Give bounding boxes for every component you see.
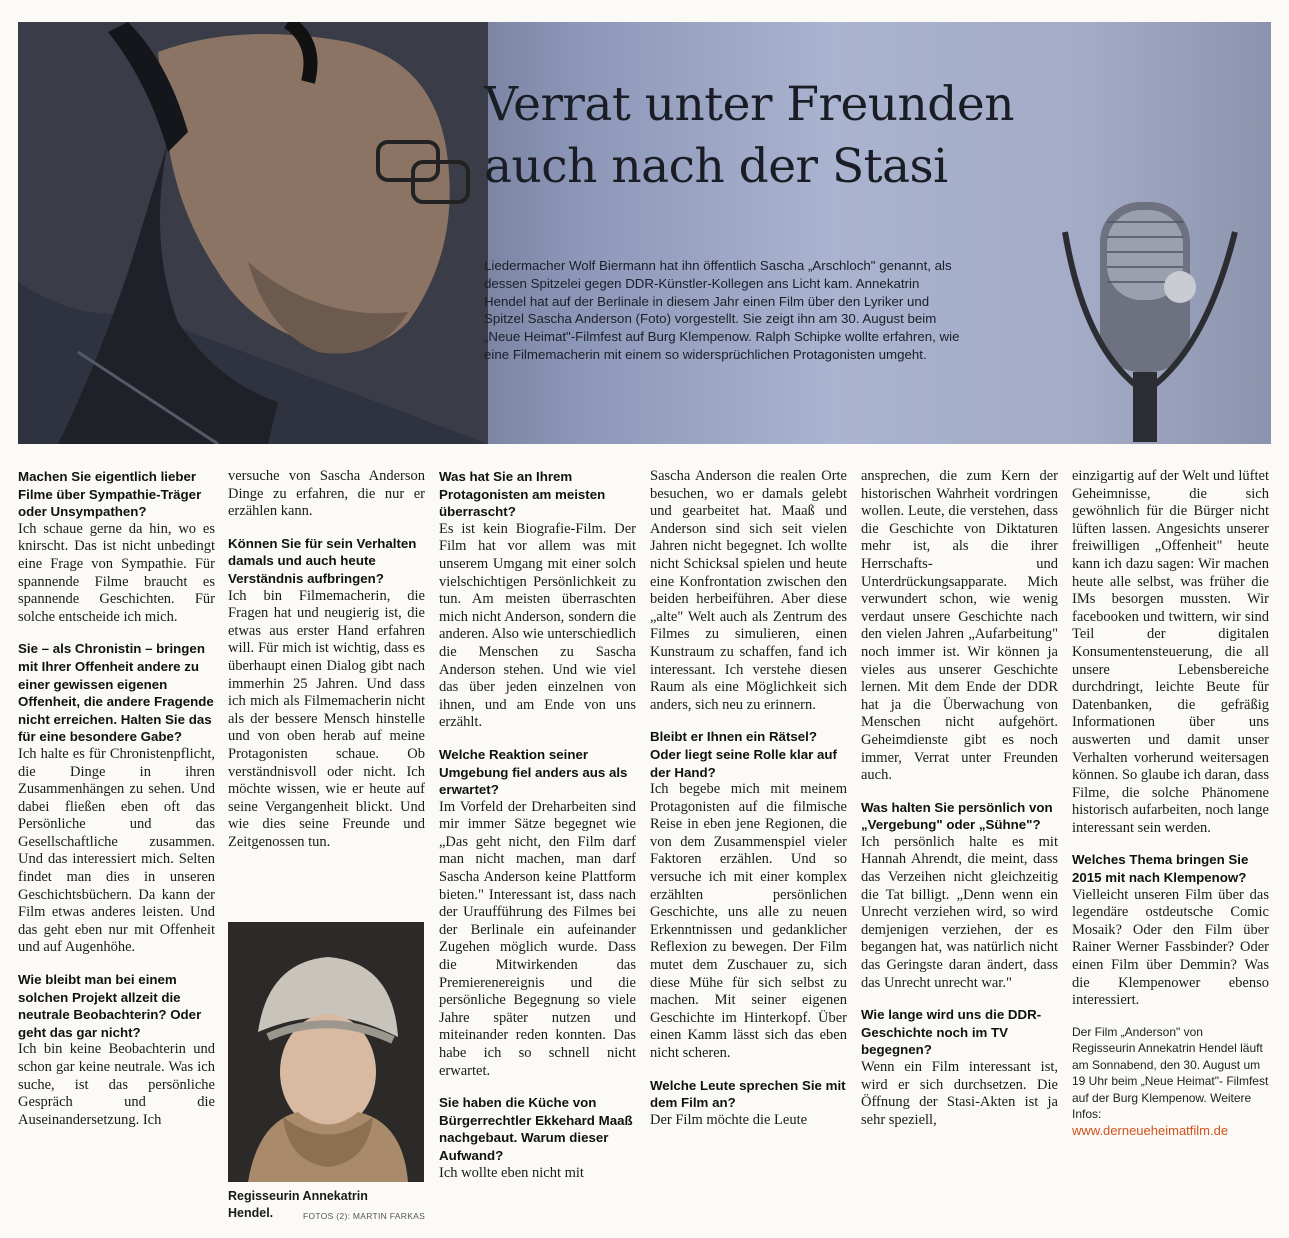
answer: Der Film möchte die Leute bbox=[650, 1111, 808, 1128]
answer: Ich schaue gerne da hin, wo es knirscht. Das ist nicht unbedingt eine Frage von Sympathie. Für spannende Filme braucht es spannende Geschichten. Für solche entscheide ich mich. bbox=[18, 520, 215, 625]
headline bbox=[484, 74, 1014, 198]
question: Was halten Sie persönlich von „Vergebung" oder „Sühne"? bbox=[861, 799, 1053, 833]
answer: Ich bin Filmemacherin, die Fragen hat und neugierig ist, die etwas aus erster Hand erfahren will. Für mich ist wichtig, dass es überhaupt einen Dialog gibt nach immerhin 25 Jahren. Und dass ich mich als Filmemacherin nicht als der bessere Mensch hinstelle und von oben herab auf meine Protagonisten schaue. Ob verständnisvoll oder nicht. Ich möchte wissen, wie er heute auf seine Vergangenheit blickt. Und wie dies seine Freunde und Zeitgenossen tun. bbox=[228, 587, 425, 850]
question: Sie haben die Küche von Bürgerrechtler Ekkehard Maaß nachgebaut. Warum dieser Aufwand? bbox=[439, 1095, 633, 1163]
question: Welche Reaktion seiner Umgebung fiel anders aus als erwartet? bbox=[439, 746, 628, 798]
answer: Ich begebe mich mit meinem Protagonisten auf die filmische Reise in eben jene Regionen, die von dem Zusammenspiel vieler Faktoren erzählen. Und so versuche ich mit einer komplex erzählten persönlichen Geschichte, uns alle zu neuen Erkenntnissen und gedanklicher Reflexion zu bewegen. Der Film mutet dem Zuschauer zu, sich diese Mühe für sich selbst zu machen. Mit seiner eigenen Geschichte im Hinterkopf. Über einen Kamm lässt sich das eben nicht scheren. bbox=[650, 781, 847, 1061]
column-4 bbox=[650, 468, 847, 1129]
question: Bleibt er Ihnen ein Rätsel? Oder liegt seine Rolle klar auf der Hand? bbox=[650, 729, 837, 780]
question: Welches Thema bringen Sie 2015 mit nach Klempenow? bbox=[1072, 852, 1249, 886]
answer: versuche von Sascha Anderson Dinge zu erfahren, die nur er erzählen kann. bbox=[228, 468, 425, 520]
column-6 bbox=[1072, 468, 1269, 1139]
answer: Ich persönlich halte es mit Hannah Ahrendt, die meint, dass das Verzeihen nicht gleichzeitig die Tat billigt. „Denn wenn ein Unrecht verziehen wird, so wird demjenigen verziehen, der es begangen hat, was natürlich nicht das Geringste daran ändert, dass das Unrecht unrecht war." bbox=[861, 833, 1058, 991]
answer: Wenn ein Film interessant ist, wird er sich durchsetzen. Die Öffnung der Stasi-Akten ist ja sehr speziell, bbox=[861, 1059, 1058, 1128]
website-link[interactable]: www.derneueheimatfilm.de bbox=[1072, 1122, 1229, 1138]
photo-caption bbox=[228, 1188, 428, 1222]
director-photo bbox=[228, 922, 424, 1182]
headline-line-1: Verrat unter Freunden bbox=[484, 77, 1014, 132]
answer: Ich halte es für Chronistenpflicht, die Dinge in ihren Zusammenhängen zu sehen. Und dabei fließen eben oft das Persönliche und das Gesellschaftliche zusammen. Und das interessiert mich. Selten findet man dies in unseren Geschichtsbüchern. Da kann der Film etwas anderes leisten. Und das geht eben nur mit Offenheit und auf Augenhöhe. bbox=[18, 745, 215, 956]
headline-line-2: auch nach der Stasi bbox=[484, 139, 948, 194]
woman-portrait-icon bbox=[228, 922, 424, 1182]
question: Sie – als Chronistin – bringen mit Ihrer Offenheit andere zu einer gewissen eigenen Offenheit, die andere Fragende nicht erreichen. Halten Sie das für eine besondere Gabe? bbox=[18, 641, 214, 745]
answer: Vielleicht unseren Film über das legendäre ostdeutsche Comic Mosaik? Oder den Film über Rainer Werner Fassbinder? Oder einen Film über Demmin? Was die Klempenower ebenso interessiert. bbox=[1072, 886, 1269, 1009]
photo-credit: FOTOS (2): MARTIN FARKAS bbox=[303, 1211, 426, 1221]
answer: Es ist kein Biografie-Film. Der Film hat vor allem was mit unserem Umgang mit einer solch vielschichtigen Persönlichkeit zu tun. Am meisten überraschten mich nicht Anderson, sondern die anderen. Also wie unterschiedlich die Menschen zu Sascha Anderson stehen. Und wie viel das über jeden einzelnen von ihnen, und am Ende von uns erzählt. bbox=[439, 520, 636, 731]
column-1 bbox=[18, 468, 215, 1129]
answer: Im Vorfeld der Dreharbeiten sind mir immer Sätze begegnet wie „Das geht nicht, den Film darf man nicht machen, man darf Sascha Anderson keine Plattform bieten." Interessant ist, dass nach der Uraufführung des Filmes bei der Berlinale ein aufeinander Zugehen möglich wurde. Dass die Mitwirkenden das Premierenereignis und die persönliche Begegnung so viele Jahre später nutzen und miteinander reden konnten. Das habe ich so schnell nicht erwartet. bbox=[439, 798, 636, 1079]
column-5 bbox=[861, 468, 1058, 1129]
studio-microphone-icon bbox=[1045, 192, 1255, 442]
question: Welche Leute sprechen Sie mit dem Film an? bbox=[650, 1077, 846, 1111]
answer: Ich bin keine Beobachterin und schon gar keine neutrale. Was ich suche, ist das persönliche Gespräch und die Auseinandersetzung. Ich bbox=[18, 1041, 215, 1128]
answer: Sascha Anderson die realen Orte besuchen, wo er damals gelebt und gearbeitet hat. Maaß und Anderson sind sich seit vielen Jahren nicht begegnet. Ich wollte nicht Schicksal spielen und heute eine Konfrontation zwischen den beiden herbeiführen. Aber diese „alte" Welt auch als Zentrum des Filmes zu simulieren, einen Kunstraum zu schaffen, fand ich interessant. Ich verstehe diesen Raum als eine Möglichkeit sich anders, sich neu zu erinnern. bbox=[650, 468, 847, 713]
caption-text: Regisseurin Annekatrin Hendel. bbox=[228, 1189, 368, 1220]
film-info bbox=[1072, 1024, 1269, 1140]
header-photo bbox=[18, 22, 1271, 444]
column-3 bbox=[439, 468, 636, 1182]
man-with-headphones-icon bbox=[18, 22, 488, 444]
answer: ansprechen, die zum Kern der historischen Wahrheit vordringen wollen. Leute, die verstehen, dass die Geschichte von Diktaturen mehr ist, als die ihrer Herrschafts- und Unterdrückungsapparate. Mich verwundert schon, wie wenig verdaut unsere Geschichte nach den vielen Jahren „Aufarbeitung" noch immer ist. Wir können ja vieles aus unserer Geschichte lernen. Mit dem Ende der DDR hat ja die Überwachung von Menschen nicht aufgehört. Geheimdienste gibt es noch immer, Verrat unter Freunden auch. bbox=[861, 468, 1058, 784]
question: Machen Sie eigentlich lieber Filme über Sympathie-Träger oder Unsympathen? bbox=[18, 469, 202, 520]
column-2 bbox=[228, 468, 425, 851]
lede-text: Liedermacher Wolf Biermann hat ihn öffentlich Sascha „Arschloch" genannt, als dessen Spitzelei gegen DDR-Künstler-Kollegen ans Licht kam. Annekatrin Hendel hat auf der Berlinale in diesem Jahr einen Film über den Lyriker und Spitzel Sascha Anderson (Foto) vorgestellt. Sie zeigt ihn am 30. August beim „Neue Heimat"-Filmfest auf Burg Klempenow. Ralph Schipke wollte erfahren, wie eine Filmemacherin mit einem so widersprüchlichen Protagonisten umgeht. bbox=[484, 258, 960, 362]
question: Wie bleibt man bei einem solchen Projekt allzeit die neutrale Beobachterin? Oder geht das gar nicht? bbox=[18, 972, 202, 1040]
question: Können Sie für sein Verhalten damals und auch heute Verständnis aufbringen? bbox=[228, 535, 417, 586]
question: Was hat Sie an Ihrem Protagonisten am meisten überrascht? bbox=[439, 469, 606, 520]
answer: einzigartig auf der Welt und lüftet Geheimnisse, die sich gewöhnlich für die Bürger nicht lüften lassen. Angesichts unserer freiwilligen „Offenheit" heute kann ich dazu sagen: Wir machen heute alle selbst, was früher die IMs besorgen mussten. Wir facebooken und twittern, wir sind Teil der digitalen Konsumentensteuerung, die all unsere Lebensbereiche durchdringt, leichte Beute für Datenbanken, die gefräßig Informationen über uns auswerten und damit unser Verhalten vorherund weitersagen können. So glaube ich daran, dass Filme, die solche Phänomene historisch aufarbeiten, noch lange interessant sein werden. bbox=[1072, 468, 1269, 836]
answer: Ich wollte eben nicht mit bbox=[439, 1164, 584, 1181]
question: Wie lange wird uns die DDR-Geschichte noch im TV begegnen? bbox=[861, 1007, 1042, 1058]
info-text: Der Film „Anderson" von Regisseurin Annekatrin Hendel läuft am Sonnabend, den 30. August um 19 Uhr beim „Neue Heimat"- Filmfest auf der Burg Klempenow. Weitere Infos: bbox=[1072, 1024, 1269, 1122]
